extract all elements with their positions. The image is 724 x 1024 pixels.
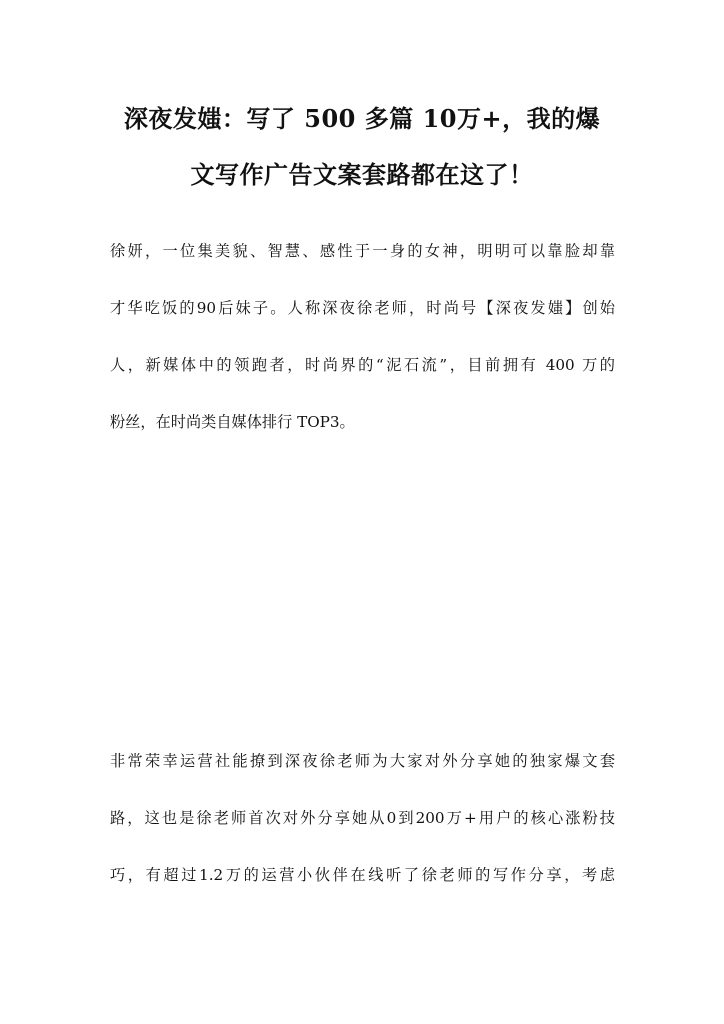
paragraph-line: 非常荣幸运营社能撩到深夜徐老师为大家对外分享她的独家爆文套 (110, 752, 615, 770)
paragraph-line: 路，这也是徐老师首次对外分享她从0到200万+用户的核心涨粉技 (110, 809, 615, 827)
document-title-line-2: 文写作广告文案套路都在这了！ (190, 160, 534, 189)
paragraph-line: 巧，有超过1.2万的运营小伙伴在线听了徐老师的写作分享，考虑 (110, 866, 615, 884)
paragraph-line: 徐妍，一位集美貌、智慧、感性于一身的女神，明明可以靠脸却靠 (110, 242, 615, 260)
document-title-line-1: 深夜发媸：写了 500 多篇 10万+，我的爆 (123, 104, 601, 133)
paragraph-line: 人，新媒体中的领跑者，时尚界的“泥石流”，目前拥有 400 万的 (110, 356, 615, 374)
paragraph-line: 才华吃饭的90后妹子。人称深夜徐老师，时尚号【深夜发媸】创始 (110, 299, 615, 317)
paragraph-line: 粉丝，在时尚类自媒体排行 TOP3。 (110, 413, 355, 431)
